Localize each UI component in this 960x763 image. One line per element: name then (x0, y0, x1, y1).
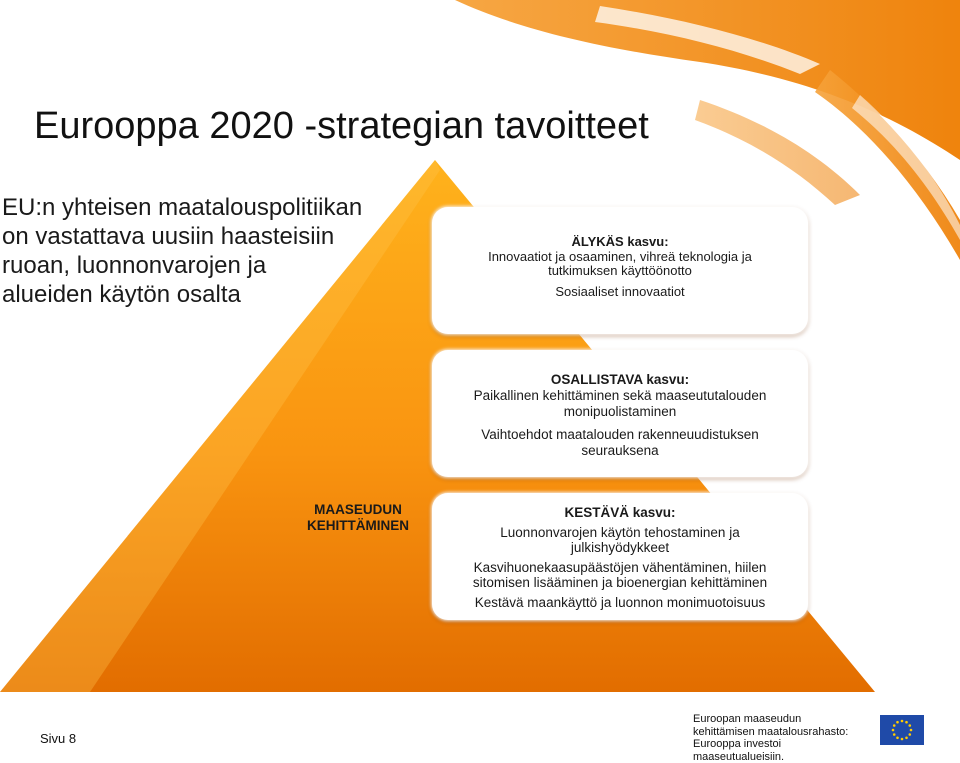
inclusive-growth-heading: OSALLISTAVA kasvu: (550, 372, 690, 387)
smart-growth-text: tutkimuksen käyttöönotto (548, 263, 692, 278)
sustainable-growth-box (432, 493, 808, 620)
eafrd-caption-line: Euroopan maaseudun (693, 713, 802, 725)
flag-star (908, 724, 911, 727)
flag-star (908, 733, 911, 736)
smart-growth-extra: Sosiaaliset innovaatiot (555, 283, 685, 299)
rural-development-label-line: KEHITTÄMINEN (307, 518, 409, 533)
sustainable-growth-text: Luonnonvarojen käytön tehostaminen ja (500, 524, 740, 540)
page-number: Sivu 8 (40, 731, 77, 746)
inclusive-growth-extra: Vaihtoehdot maatalouden rakenneuudistuksen (481, 427, 759, 442)
sustainable-growth-text: julkishyödykkeet (570, 540, 670, 555)
sustainable-growth-extra: Kasvihuonekaasupäästöjen vähentäminen, hiilen (473, 559, 767, 575)
inclusive-growth-extra: seurauksena (581, 443, 659, 458)
inclusive-growth-text: Paikallinen kehittäminen sekä maaseututalouden (473, 388, 767, 403)
subtitle-line: alueiden käytön osalta (2, 281, 241, 308)
eu-flag-icon (880, 715, 924, 745)
flag-star (905, 721, 908, 724)
flag-star (896, 721, 899, 724)
subtitle-line: EU:n yhteisen maatalouspolitiikan (2, 194, 363, 221)
eafrd-caption-line: Eurooppa investoi maaseutualueisiin. (693, 738, 785, 763)
eafrd-caption-line: kehittämisen maatalousrahasto: (693, 725, 849, 738)
inclusive-growth-text: monipuolistaminen (563, 404, 677, 419)
sustainable-growth-extra: sitomisen lisääminen ja bioenergian kehittäminen (472, 575, 768, 590)
flag-star (901, 738, 904, 741)
flag-star (893, 733, 896, 736)
inclusive-growth-box (432, 350, 808, 477)
subtitle-line: on vastattava uusiin haasteisiin (2, 223, 335, 250)
subtitle-line: ruoan, luonnonvarojen ja (2, 252, 267, 279)
eafrd-caption (693, 713, 873, 763)
slide-title: Eurooppa 2020 -strategian tavoitteet (34, 105, 649, 147)
slide-subtitle (2, 193, 402, 309)
smart-growth-text: Innovaatiot ja osaaminen, vihreä teknologia ja (488, 248, 752, 264)
rural-development-label (294, 502, 422, 534)
flag-star (893, 724, 896, 727)
flag-star (896, 736, 899, 739)
flag-star (901, 720, 904, 723)
flag-star (910, 729, 913, 732)
smart-growth-box (432, 207, 808, 334)
rural-development-label-line: MAASEUDUN (314, 502, 402, 517)
flag-star (905, 736, 908, 739)
smart-growth-heading: ÄLYKÄS kasvu: (571, 234, 669, 249)
flag-star (892, 729, 895, 732)
sustainable-growth-heading: KESTÄVÄ kasvu: (564, 505, 676, 520)
sustainable-growth-extra: Kestävä maankäyttö ja luonnon monimuotoisuus (474, 594, 766, 610)
